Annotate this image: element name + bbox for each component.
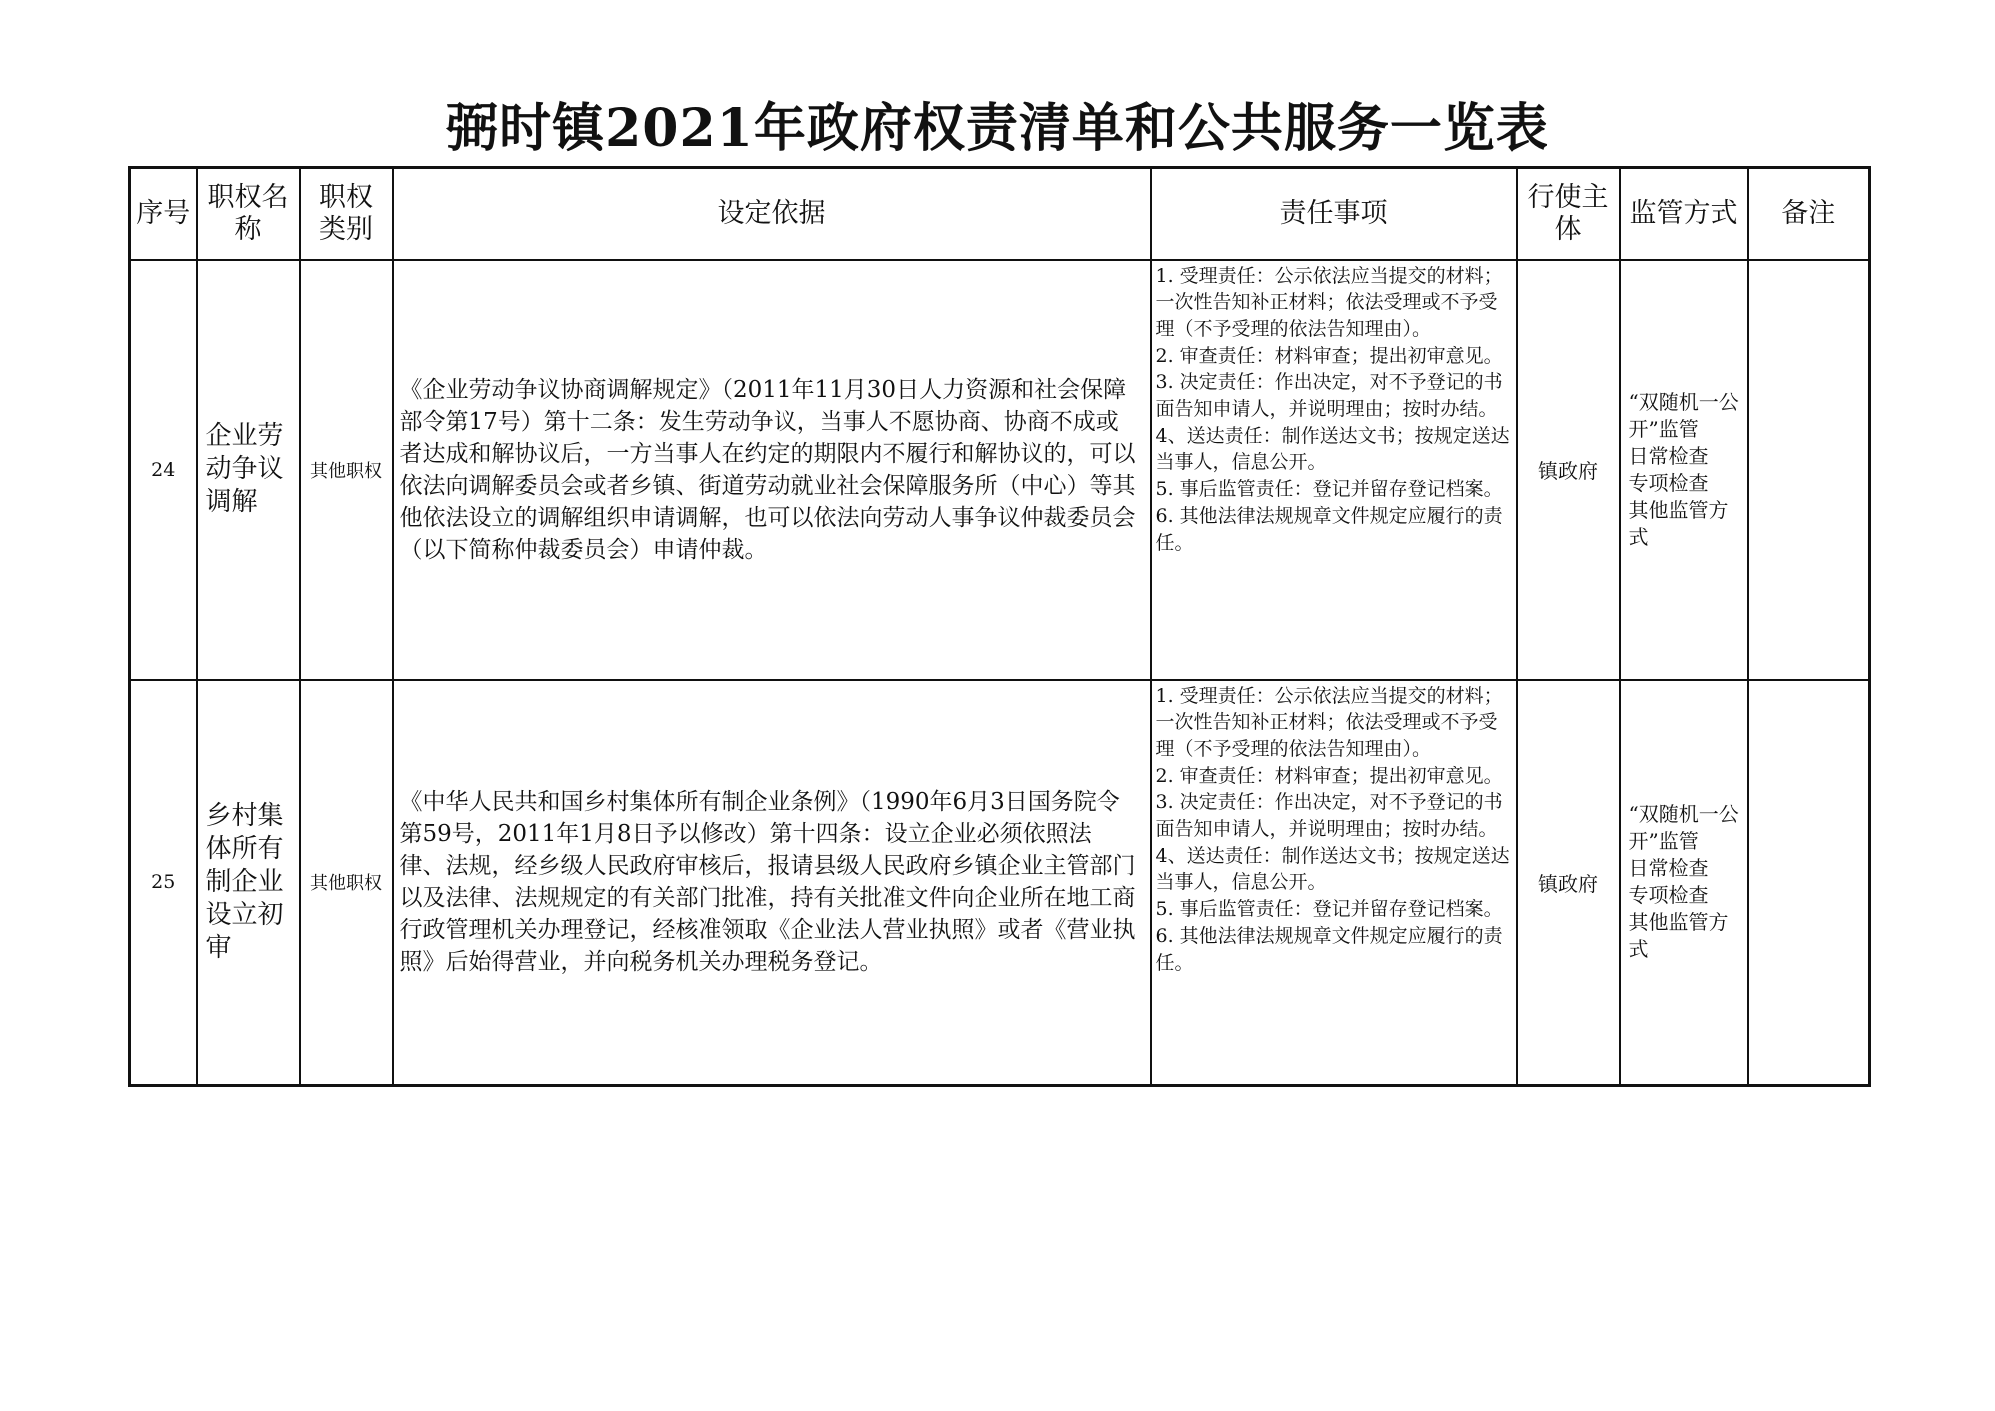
supervision-item: 其他监管方式	[1628, 497, 1729, 549]
supervision-item: 日常检查	[1628, 856, 1709, 881]
row-type: 其他职权	[300, 680, 393, 1086]
duty-item: 1. 受理责任：公示依法应当提交的材料；一次性告知补正材料；依法受理或不予受理（不予受理的依法告知理由）。	[1155, 264, 1503, 340]
duty-item: 2. 审查责任：材料审查；提出初审意见。	[1155, 344, 1503, 367]
row-type: 其他职权	[300, 260, 393, 680]
duty-item: 6. 其他法律法规规章文件规定应履行的责任。	[1155, 504, 1503, 554]
row-name: 乡村集体所有制企业设立初审	[197, 680, 300, 1086]
supervision-item: “双随机一公开”监管	[1628, 802, 1739, 854]
row-supervision	[1620, 680, 1748, 1086]
duty-item: 5. 事后监管责任：登记并留存登记档案。	[1155, 898, 1503, 921]
table-header-row	[130, 168, 1870, 260]
duty-item: 6. 其他法律法规规章文件规定应履行的责任。	[1155, 924, 1503, 974]
row-seq: 25	[130, 680, 197, 1086]
row-basis: 《企业劳动争议协商调解规定》（2011年11月30日人力资源和社会保障部令第17号）第十二条：发生劳动争议，当事人不愿协商、协商不成或者达成和解协议后，一方当事人在约定的期限内不履行和解协议的，可以依法向调解委员会或者乡镇、街道劳动就业社会保障服务所（中心）等其他依法设立的调解组织申请调解，也可以依法向劳动人事争议仲裁委员会（以下简称仲裁委员会）申请仲裁。	[393, 260, 1151, 680]
row-duties	[1151, 680, 1517, 1086]
supervision-item: 专项检查	[1628, 470, 1709, 495]
duty-item: 5. 事后监管责任：登记并留存登记档案。	[1155, 478, 1503, 501]
row-subject: 镇政府	[1517, 680, 1620, 1086]
header-type: 职权类别	[300, 168, 393, 260]
duty-item: 3. 决定责任：作出决定，对不予登记的书面告知申请人，并说明理由；按时办结。	[1155, 371, 1503, 421]
header-duty: 责任事项	[1151, 168, 1517, 260]
header-name: 职权名称	[197, 168, 300, 260]
duty-item: 4、送达责任：制作送达文书；按规定送达当事人，信息公开。	[1155, 844, 1510, 894]
supervision-item: 专项检查	[1628, 883, 1709, 908]
supervision-item: “双随机一公开”监管	[1628, 389, 1739, 441]
header-subject: 行使主体	[1517, 168, 1620, 260]
row-note	[1748, 260, 1870, 680]
header-note: 备注	[1748, 168, 1870, 260]
header-basis: 设定依据	[393, 168, 1151, 260]
row-subject: 镇政府	[1517, 260, 1620, 680]
duty-item: 4、送达责任：制作送达文书；按规定送达当事人，信息公开。	[1155, 424, 1510, 474]
row-supervision	[1620, 260, 1748, 680]
row-note	[1748, 680, 1870, 1086]
row-name: 企业劳动争议调解	[197, 260, 300, 680]
header-supervision: 监管方式	[1620, 168, 1748, 260]
row-seq: 24	[130, 260, 197, 680]
duty-item: 1. 受理责任：公示依法应当提交的材料；一次性告知补正材料；依法受理或不予受理（不予受理的依法告知理由）。	[1155, 684, 1503, 760]
page-title: 弼时镇2021年政府权责清单和公共服务一览表	[446, 98, 1549, 159]
supervision-item: 日常检查	[1628, 443, 1709, 468]
row-basis: 《中华人民共和国乡村集体所有制企业条例》（1990年6月3日国务院令第59号，2011年1月8日予以修改）第十四条：设立企业必须依照法律、法规，经乡级人民政府审核后，报请县级人民政府乡镇企业主管部门以及法律、法规规定的有关部门批准，持有关批准文件向企业所在地工商行政管理机关办理登记，经核准领取《企业法人营业执照》或者《营业执照》后始得营业，并向税务机关办理税务登记。	[393, 680, 1151, 1086]
header-seq: 序号	[130, 168, 197, 260]
row-duties	[1151, 260, 1517, 680]
table-row	[130, 260, 1870, 680]
supervision-item: 其他监管方式	[1628, 910, 1729, 962]
duty-item: 2. 审查责任：材料审查；提出初审意见。	[1155, 764, 1503, 787]
authority-table	[128, 166, 1871, 1087]
duty-item: 3. 决定责任：作出决定，对不予登记的书面告知申请人，并说明理由；按时办结。	[1155, 791, 1503, 841]
table-row	[130, 680, 1870, 1086]
